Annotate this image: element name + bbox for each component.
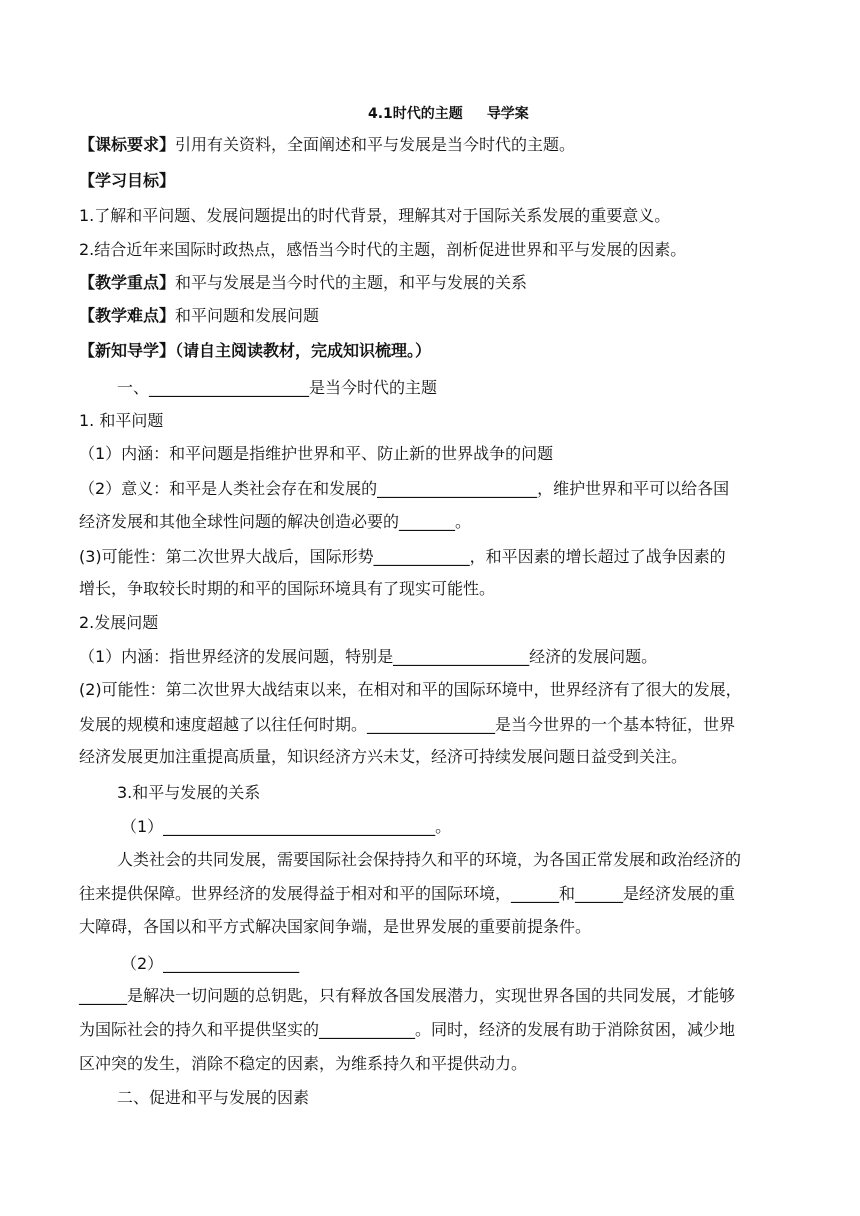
paragraph-line: 大障碍，各国以和平方式解决国家间争端，是世界发展的重要前提条件。 (79, 917, 592, 936)
section-text: （请自主阅读教材，完成知识梳理。） (175, 341, 432, 360)
objective-2: 2.结合近年来国际时政热点，感悟当今时代的主题，剖析促进世界和平与发展的因素。 (79, 240, 687, 259)
title-text: 4.1时代的主题 (368, 106, 463, 122)
section-label: 【新知导学】 (79, 341, 176, 360)
subheading-development: 2.发展问题 (79, 613, 159, 632)
page-title (368, 104, 529, 124)
paragraph-line: （1）__________________________________。 (121, 817, 452, 836)
paragraph-line: （1）内涵：指世界经济的发展问题，特别是_________________经济的发展问题。 (79, 647, 658, 666)
paragraph-line: 人类社会的共同发展，需要国际社会保持持久和平的环境，为各国正常发展和政治经济的 (117, 850, 742, 869)
subheading-peace: 1. 和平问题 (79, 411, 164, 430)
paragraph-line: （2）意义：和平是人类社会存在和发展的____________________，维护世界和平可以给各国 (79, 479, 730, 498)
teaching-difficulty (79, 305, 799, 327)
paragraph-line: (2)可能性：第二次世界大战结束以来，在相对和平的国际环境中，世界经济有了很大的发展， (79, 680, 742, 699)
title-suffix: 导学案 (486, 106, 529, 122)
paragraph-line: （2）_________________ (121, 954, 300, 973)
teaching-focus (79, 272, 799, 294)
new-knowledge-guide (79, 340, 799, 362)
paragraph-line: 为国际社会的持久和平提供坚实的____________。同时，经济的发展有助于消除贫困，减少地 (79, 1020, 736, 1039)
learning-objectives-heading (79, 170, 799, 192)
section-text: 引用有关资料，全面阐述和平与发展是当今时代的主题。 (175, 135, 576, 154)
curriculum-requirement (79, 134, 799, 156)
section-label: 【学习目标】 (79, 171, 176, 190)
subheading-relationship: 3.和平与发展的关系 (117, 783, 261, 802)
paragraph-line: 增长，争取较长时期的和平的国际环境具有了现实可能性。 (79, 579, 496, 598)
heading-part-1: 一、____________________是当今时代的主题 (117, 378, 438, 397)
paragraph-line: ______是解决一切问题的总钥匙，只有释放各国发展潜力，实现世界各国的共同发展，才能够 (79, 986, 736, 1005)
heading-part-2: 二、促进和平与发展的因素 (117, 1088, 310, 1107)
section-text: 和平问题和发展问题 (175, 306, 320, 325)
paragraph-line: （1）内涵：和平问题是指维护世界和平、防止新的世界战争的问题 (79, 444, 554, 463)
section-label: 【教学重点】 (79, 273, 176, 292)
section-label: 【课标要求】 (79, 135, 176, 154)
paragraph-line: 发展的规模和速度超越了以往任何时期。________________是当今世界的一个基本特征，世界 (79, 715, 736, 734)
paragraph-line: 经济发展更加注重提高质量，知识经济方兴未艾，经济可持续发展问题日益受到关注。 (79, 747, 688, 766)
section-text: 和平与发展是当今时代的主题，和平与发展的关系 (175, 273, 528, 292)
objective-1: 1.了解和平问题、发展问题提出的时代背景，理解其对于国际关系发展的重要意义。 (79, 206, 671, 225)
paragraph-line: 经济发展和其他全球性问题的解决创造必要的_______。 (79, 512, 472, 531)
paragraph-line: 往来提供保障。世界经济的发展得益于相对和平的国际环境，______和______是经济发展的重 (79, 884, 736, 903)
paragraph-line: 区冲突的发生，消除不稳定的因素，为维系持久和平提供动力。 (79, 1054, 528, 1073)
paragraph-line: (3)可能性：第二次世界大战后，国际形势____________，和平因素的增长超过了战争因素的 (79, 547, 726, 566)
section-label: 【教学难点】 (79, 306, 176, 325)
